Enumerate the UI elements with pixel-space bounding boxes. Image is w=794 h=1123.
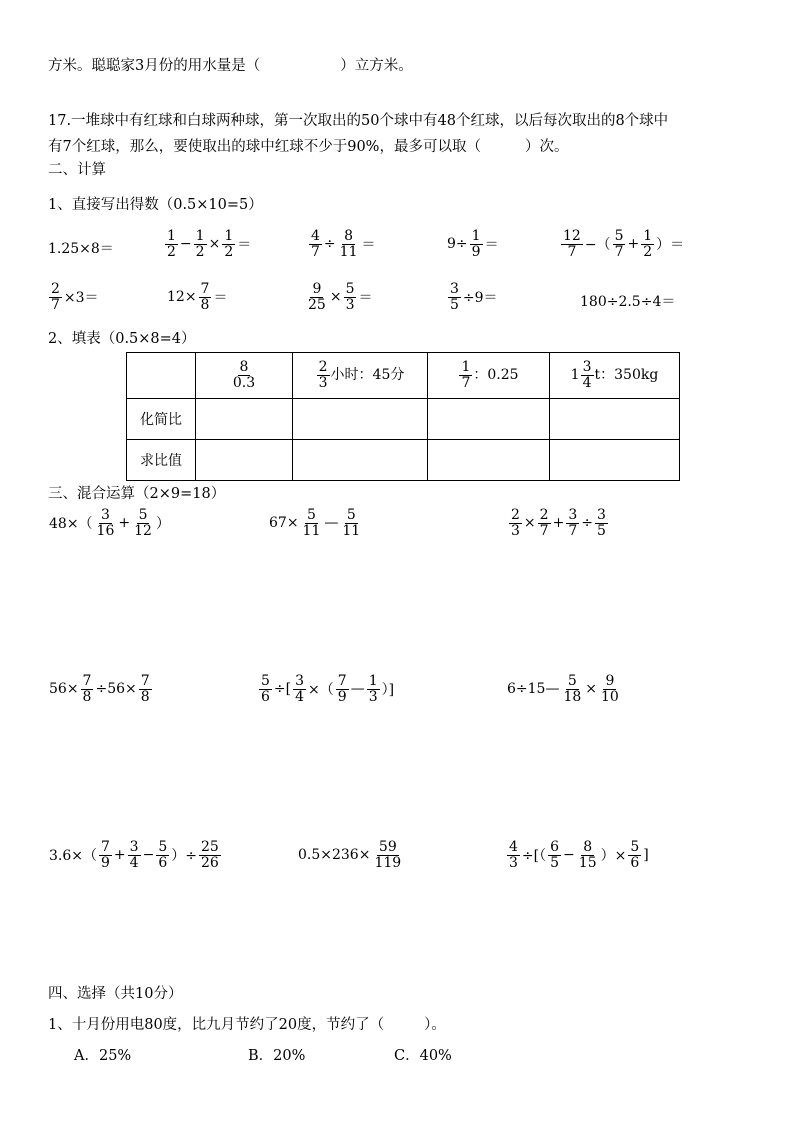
row-label-simplify-ratio: 化简比 <box>127 399 196 440</box>
table-header-4: 1 $\frac{3}{4}$ t：350kg <box>550 353 680 399</box>
answer-cell[interactable] <box>428 399 550 440</box>
section-4-title: 四、选择（共10分） <box>48 986 183 1002</box>
mixed-expr-4: 56× $\frac{7}{8}$ ÷56× $\frac{7}{8}$ <box>49 673 150 705</box>
q17-line1: 17.一堆球中有红球和白球两种球，第一次取出的50个球中有48个红球，以后每次取出的8个球中 <box>48 113 669 129</box>
mixed-expr-6: 6÷15— $\frac{5}{18}$ × $\frac{9}{10}$ <box>507 673 619 705</box>
mixed-expr-8: 0.5×236× $\frac{59}{119}$ <box>298 839 402 871</box>
table-header-1: $\frac{8}{0.3}$ <box>196 353 293 399</box>
mixed-expr-9: $\frac{4}{3}$ ÷[（ $\frac{6}{5}$ − $\frac{8}{15}$ ）× $\frac{5}{6}$ ] <box>509 839 649 871</box>
part-1-title: 1、直接写出得数（0.5×10=5） <box>48 197 263 213</box>
expr-4: 9÷ $\frac{1}{9}$ ＝ <box>447 228 499 260</box>
answer-cell[interactable] <box>293 399 428 440</box>
option-b[interactable]: B．20% <box>248 1048 306 1064</box>
mixed-expr-7: 3.6×（ $\frac{7}{9}$ + $\frac{3}{4}$ − $\frac{5}{6}$ ）÷ $\frac{25}{26}$ <box>49 839 219 871</box>
answer-cell[interactable] <box>196 440 293 481</box>
answer-cell[interactable] <box>550 440 680 481</box>
mixed-expr-1: 48×（ $\frac{3}{16}$ + $\frac{5}{12}$ ） <box>49 507 170 539</box>
expr-2: $\frac{1}{2}$ − $\frac{1}{2}$ × $\frac{1}{2}$ ＝ <box>167 228 252 260</box>
answer-cell[interactable] <box>196 399 293 440</box>
continued-question-line: 方米。聪聪家3月份的用水量是（ ）立方米。 <box>48 58 413 74</box>
answer-cell[interactable] <box>428 440 550 481</box>
answer-cell[interactable] <box>550 399 680 440</box>
answer-cell[interactable] <box>293 440 428 481</box>
option-a[interactable]: A．25% <box>74 1048 132 1064</box>
expr-9: $\frac{3}{5}$ ÷9＝ <box>450 281 498 313</box>
mixed-expr-3: $\frac{2}{3}$ × $\frac{2}{7}$ + $\frac{3}{7}$ ÷ $\frac{3}{5}$ <box>511 507 606 539</box>
mixed-expr-5: $\frac{5}{6}$ ÷[ $\frac{3}{4}$ ×（ $\frac{7}{9}$ — $\frac{1}{3}$ ）] <box>261 673 395 705</box>
expr-7: 12× $\frac{7}{8}$ ＝ <box>167 281 228 313</box>
section-2-title: 二、计算 <box>48 162 106 178</box>
expr-10: 180÷2.5÷4＝ <box>580 294 676 310</box>
expr-8: $\frac{9}{25}$ × $\frac{5}{3}$ ＝ <box>308 281 373 313</box>
q17-line2: 有7个红球，那么，要使取出的球中红球不少于90%，最多可以取（ ）次。 <box>48 139 569 155</box>
section-3-title: 三、混合运算（2×9=18） <box>48 486 226 502</box>
table-header-2: $\frac{2}{3}$ 小时：45分 <box>293 353 428 399</box>
table-corner-cell <box>127 353 196 399</box>
expr-6: $\frac{2}{7}$ ×3＝ <box>51 281 99 313</box>
fill-table <box>126 352 680 481</box>
part-2-title: 2、填表（0.5×8=4） <box>48 331 196 347</box>
expr-1: 1.25×8＝ <box>48 241 114 257</box>
expr-3: $\frac{4}{7}$ ÷ $\frac{8}{11}$ ＝ <box>311 228 376 260</box>
table-header-3: $\frac{1}{7}$ ：0.25 <box>428 353 550 399</box>
row-label-ratio-value: 求比值 <box>127 440 196 481</box>
mixed-expr-2: 67× $\frac{5}{11}$ — $\frac{5}{11}$ <box>269 507 361 539</box>
choice-q1: 1、十月份用电80度，比九月节约了20度，节约了（ ）。 <box>48 1017 446 1033</box>
option-c[interactable]: C．40% <box>394 1048 452 1064</box>
expr-5: $\frac{12}{7}$ −（ $\frac{5}{7}$ + $\frac{1}{2}$ ）＝ <box>563 228 685 260</box>
